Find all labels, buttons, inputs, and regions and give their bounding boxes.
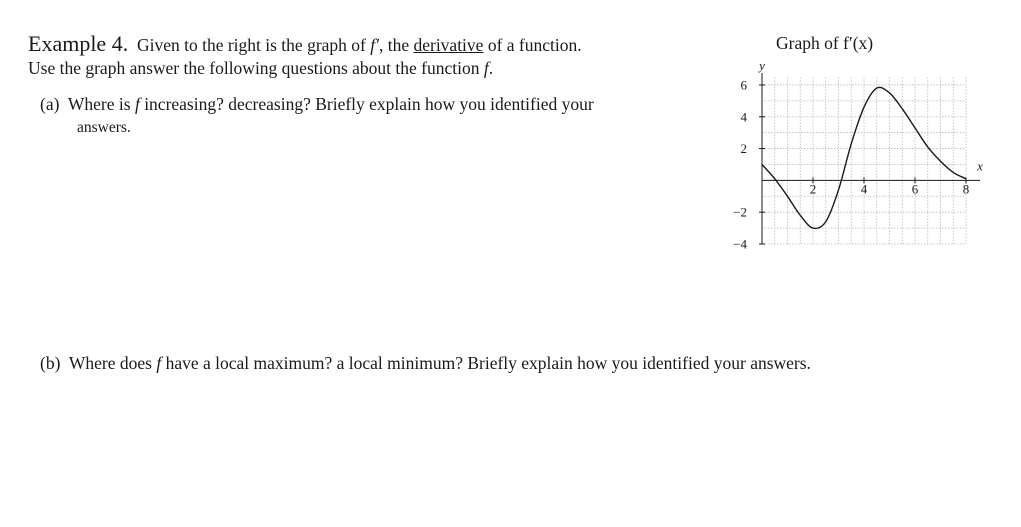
y-tick-label: 6 (740, 77, 747, 93)
f-symbol: f (156, 353, 162, 373)
problem-line-2 (28, 58, 493, 79)
line2-end: . (488, 58, 494, 78)
question-a (40, 94, 594, 115)
question-b-text-2: have a local maximum? a local minimum? Briefly explain how you identified your answers. (161, 353, 811, 373)
question-a-label: (a) (40, 94, 60, 114)
question-a-text: Where is (67, 94, 135, 114)
y-tick-label: 2 (740, 141, 747, 157)
derivative-graph (720, 55, 1000, 265)
intro-text-3: of a function. (483, 35, 582, 55)
intro-text: Given to the right is the graph of (136, 35, 371, 55)
question-b (40, 353, 811, 374)
question-a-continued: answers. (77, 119, 131, 136)
line2-text: Use the graph answer the following questions about the function (28, 58, 484, 78)
x-tick-label: 8 (962, 181, 970, 197)
fprime-symbol: f′ (370, 35, 379, 55)
y-tick-label: −4 (733, 236, 747, 252)
derivative-link[interactable]: derivative (413, 35, 484, 55)
y-axis-label: y (759, 58, 765, 73)
question-b-text: Where does (68, 353, 157, 373)
question-a-text-2: increasing? decreasing? Briefly explain how you identified your (139, 94, 594, 114)
chart-title: Graph of f′(x) (776, 33, 874, 53)
x-tick-label: 2 (809, 181, 817, 197)
problem-statement (28, 31, 582, 57)
y-tick-label: −2 (733, 204, 747, 220)
question-b-label: (b) (40, 353, 61, 373)
example-label: Example 4. (28, 31, 129, 56)
f-symbol: f (134, 94, 140, 114)
intro-text-2: , the (378, 35, 414, 55)
x-tick-label: 6 (911, 181, 919, 197)
x-tick-label: 4 (860, 181, 868, 197)
y-tick-label: 4 (740, 109, 747, 125)
x-axis-label: x (977, 158, 983, 174)
f-symbol: f (483, 58, 489, 78)
